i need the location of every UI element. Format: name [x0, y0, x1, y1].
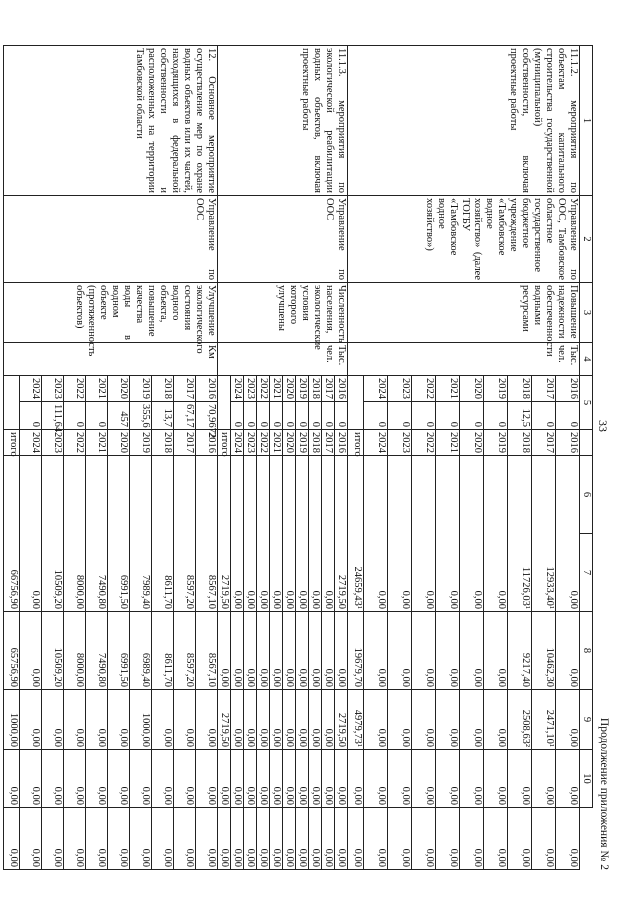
target-value-cell: 0 — [20, 402, 42, 430]
total-cell: 8000,00 — [64, 456, 86, 612]
source-8-cell: 0,00 — [412, 690, 436, 750]
col-header-3: 3 — [580, 283, 593, 343]
source-8-cell: 0,00 — [152, 690, 174, 750]
year-cell: 2019 — [296, 430, 309, 456]
target-value-cell: 12,5 — [508, 402, 532, 430]
measure-name-cell: 11.1.3. мероприятия по экологической реабилитации водных объектов, включая проектные работы — [218, 46, 348, 196]
column-numbers-row — [580, 46, 593, 870]
year-cell: 2024 — [20, 376, 42, 402]
source-9-cell: 0,00 — [296, 750, 309, 808]
source-8-cell: 1000,00 — [4, 690, 20, 750]
year-cell: 2022 — [257, 430, 270, 456]
source-10-cell: 0,00 — [436, 808, 460, 870]
year-cell: 2022 — [64, 430, 86, 456]
target-value-cell: 0 — [484, 402, 508, 430]
unit-cell: Тыс. чел. — [348, 343, 580, 376]
executor-cell: Управление по ООС, Тамбовское областное государственное бюджетное учреждение «Тамбовское водное хозяйство» (далее ТОГБУ «Тамбовское водное хозяйство») — [348, 196, 580, 283]
source-10-cell: 0,00 — [364, 808, 388, 870]
source-10-cell: 0,00 — [108, 808, 130, 870]
source-8-cell: 0,00 — [388, 690, 412, 750]
source-8-cell: 0,00 — [86, 690, 108, 750]
source-10-cell: 0,00 — [20, 808, 42, 870]
source-8-cell: 4979,73¹ — [348, 690, 364, 750]
source-8-cell: 1000,00 — [130, 690, 152, 750]
source-10-cell: 0,00 — [218, 808, 231, 870]
year-cell: 2020 — [460, 376, 484, 402]
table-row — [335, 46, 348, 870]
year-cell: 2021 — [86, 430, 108, 456]
source-8-cell: 0,00 — [436, 690, 460, 750]
source-10-cell: 0,00 — [322, 808, 335, 870]
year-cell: 2018 — [152, 430, 174, 456]
total-cell: 10509,20 — [42, 456, 64, 612]
year-cell: 2018 — [508, 376, 532, 402]
total-cell: 8597,20 — [174, 456, 196, 612]
target-value-cell: 0 — [257, 402, 270, 430]
source-10-cell: 0,00 — [508, 808, 532, 870]
source-7-cell: 0,00 — [436, 612, 460, 690]
source-10-cell: 0,00 — [296, 808, 309, 870]
source-7-cell: 8597,20 — [174, 612, 196, 690]
year-cell: 2024 — [231, 430, 244, 456]
target-value-cell: 67,17 — [174, 402, 196, 430]
indicator-cell: Повышение надежности обеспеченности водными ресурсами — [348, 283, 580, 343]
executor-cell: Управление по ООС — [218, 196, 348, 283]
total-cell: 12933,40¹ — [532, 456, 556, 612]
year-cell: 2024 — [364, 376, 388, 402]
source-10-cell: 0,00 — [86, 808, 108, 870]
year-cell: 2018 — [309, 430, 322, 456]
total-cell: 0,00 — [460, 456, 484, 612]
source-10-cell: 0,00 — [412, 808, 436, 870]
target-value-cell: 70,9672 — [196, 402, 218, 430]
source-10-cell: 0,00 — [174, 808, 196, 870]
total-cell: 0,00 — [484, 456, 508, 612]
target-value-cell: 0 — [283, 402, 296, 430]
source-7-cell: 7490,80 — [86, 612, 108, 690]
year-cell: 2024 — [20, 430, 42, 456]
total-cell: 0,00 — [556, 456, 580, 612]
source-7-cell: 65756,90 — [4, 612, 20, 690]
source-9-cell: 0,00 — [231, 750, 244, 808]
source-9-cell: 0,00 — [556, 750, 580, 808]
source-9-cell: 0,00 — [174, 750, 196, 808]
table-body — [4, 46, 580, 870]
source-7-cell: 0,00 — [218, 612, 231, 690]
source-10-cell: 0,00 — [231, 808, 244, 870]
year-cell: 2022 — [412, 430, 436, 456]
source-9-cell: 0,00 — [42, 750, 64, 808]
target-value-cell: 0 — [436, 402, 460, 430]
total-cell: 0,00 — [296, 456, 309, 612]
col-header-blank — [580, 430, 593, 456]
target-value-cell: 0 — [296, 402, 309, 430]
target-value-cell: 0 — [556, 402, 580, 430]
col-header-7: 7 — [580, 534, 593, 612]
source-9-cell: 0,00 — [152, 750, 174, 808]
source-7-cell: 8000,00 — [64, 612, 86, 690]
year-cell: 2021 — [270, 376, 283, 402]
source-9-cell: 0,00 — [335, 750, 348, 808]
total-cell: 0,00 — [231, 456, 244, 612]
year-cell: 2020 — [108, 376, 130, 402]
year-cell: 2016 — [196, 376, 218, 402]
year-cell: 2017 — [532, 376, 556, 402]
year-cell: 2023 — [42, 376, 64, 402]
source-7-cell: 0,00 — [244, 612, 257, 690]
year-cell: 2023 — [388, 430, 412, 456]
col-header-5: 5 — [580, 376, 593, 430]
source-9-cell: 0,00 — [218, 750, 231, 808]
target-value-cell: 0 — [322, 402, 335, 430]
source-8-cell: 0,00 — [231, 690, 244, 750]
continuation-note: Продолжение приложения № 2 — [598, 717, 610, 870]
source-7-cell: 0,00 — [412, 612, 436, 690]
target-value-cell: 0 — [335, 402, 348, 430]
source-8-cell: 0,00 — [296, 690, 309, 750]
total-cell: 0,00 — [270, 456, 283, 612]
executor-cell: Управление по ООС — [4, 196, 218, 283]
source-10-cell: 0,00 — [348, 808, 364, 870]
source-7-cell: 6989,40 — [130, 612, 152, 690]
source-7-cell: 0,00 — [270, 612, 283, 690]
source-9-cell: 0,00 — [436, 750, 460, 808]
source-10-cell: 0,00 — [42, 808, 64, 870]
target-value-cell: 457 — [108, 402, 130, 430]
year-cell: 2016 — [196, 430, 218, 456]
target-value-cell: 0 — [244, 402, 257, 430]
total-cell: 11726,03¹ — [508, 456, 532, 612]
source-7-cell: 0,00 — [296, 612, 309, 690]
year-cell: 2016 — [335, 430, 348, 456]
year-cell: 2016 — [556, 430, 580, 456]
year-cell: 2019 — [130, 376, 152, 402]
year-cell: 2017 — [322, 376, 335, 402]
target-value-cell: 0 — [270, 402, 283, 430]
source-10-cell: 0,00 — [484, 808, 508, 870]
year-cell: 2023 — [388, 376, 412, 402]
source-7-cell: 0,00 — [322, 612, 335, 690]
source-7-cell: 0,00 — [309, 612, 322, 690]
source-10-cell: 0,00 — [335, 808, 348, 870]
total-cell: 0,00 — [436, 456, 460, 612]
total-cell: 8611,70 — [152, 456, 174, 612]
target-value-cell: 0 — [86, 402, 108, 430]
source-9-cell: 0,00 — [532, 750, 556, 808]
year-cell: 2020 — [108, 430, 130, 456]
source-9-cell: 0,00 — [130, 750, 152, 808]
total-label: итого — [218, 430, 231, 456]
source-7-cell: 0,00 — [283, 612, 296, 690]
source-8-cell: 0,00 — [322, 690, 335, 750]
year-cell: 2023 — [244, 430, 257, 456]
measure-name-cell: 11.1.2. мероприятия по объектам капитального строительства государственной (муниципальной) собственности, включая проектные работы — [348, 46, 580, 196]
source-7-cell: 8567,10 — [196, 612, 218, 690]
year-cell: 2024 — [364, 430, 388, 456]
total-cell: 0,00 — [309, 456, 322, 612]
source-10-cell: 0,00 — [244, 808, 257, 870]
source-9-cell: 0,00 — [270, 750, 283, 808]
target-value-cell: 0 — [64, 402, 86, 430]
total-cell: 2719,50 — [335, 456, 348, 612]
year-cell: 2017 — [532, 430, 556, 456]
source-7-cell: 0,00 — [556, 612, 580, 690]
source-8-cell: 0,00 — [196, 690, 218, 750]
col-header-10: 10 — [580, 750, 593, 808]
source-9-cell: 0,00 — [484, 750, 508, 808]
source-9-cell: 0,00 — [108, 750, 130, 808]
source-9-cell: 0,00 — [86, 750, 108, 808]
total-cell: 0,00 — [257, 456, 270, 612]
page-number: 33 — [596, 420, 610, 432]
source-10-cell: 0,00 — [196, 808, 218, 870]
year-cell: 2016 — [335, 376, 348, 402]
year-cell: 2019 — [484, 376, 508, 402]
year-cell: 2023 — [244, 376, 257, 402]
source-9-cell: 0,00 — [196, 750, 218, 808]
target-value-cell: 13,7 — [152, 402, 174, 430]
total-cell: 7989,40 — [130, 456, 152, 612]
year-cell: 2022 — [412, 376, 436, 402]
source-9-cell: 0,00 — [348, 750, 364, 808]
year-cell: 2017 — [322, 430, 335, 456]
total-label: итого — [348, 430, 364, 456]
source-7-cell: 0,00 — [231, 612, 244, 690]
source-10-cell: 0,00 — [152, 808, 174, 870]
source-9-cell: 0,00 — [283, 750, 296, 808]
total-cell: 0,00 — [412, 456, 436, 612]
year-cell: 2018 — [508, 430, 532, 456]
target-value-cell: 0 — [460, 402, 484, 430]
source-8-cell: 0,00 — [270, 690, 283, 750]
source-9-cell: 0,00 — [20, 750, 42, 808]
year-cell: 2018 — [309, 376, 322, 402]
year-cell: 2016 — [556, 376, 580, 402]
measure-name-cell: 12. Основное мероприятие осуществление мер по охране водных объектов или их частей, находящихся в федеральной собственности и расположенных на территории Тамбовской области — [4, 46, 218, 196]
total-cell: 0,00 — [20, 456, 42, 612]
year-cell: 2022 — [64, 376, 86, 402]
source-7-cell: 0,00 — [257, 612, 270, 690]
total-cell: 24659,43¹ — [348, 456, 364, 612]
table-row — [196, 46, 218, 870]
total-label: итого — [4, 430, 20, 456]
source-10-cell: 0,00 — [556, 808, 580, 870]
year-cell: 2017 — [174, 376, 196, 402]
target-value-cell: 0 — [532, 402, 556, 430]
source-9-cell: 0,00 — [388, 750, 412, 808]
year-cell: 2021 — [436, 376, 460, 402]
source-8-cell: 0,00 — [484, 690, 508, 750]
year-cell: 2021 — [270, 430, 283, 456]
col-header-8: 8 — [580, 612, 593, 690]
source-7-cell: 10509,20 — [42, 612, 64, 690]
source-10-cell: 0,00 — [257, 808, 270, 870]
col-header-6: 6 — [580, 456, 593, 534]
source-7-cell: 8611,70 — [152, 612, 174, 690]
table-row — [556, 46, 580, 870]
source-8-cell: 0,00 — [309, 690, 322, 750]
source-8-cell: 0,00 — [108, 690, 130, 750]
source-10-cell: 0,00 — [4, 808, 20, 870]
source-9-cell: 0,00 — [244, 750, 257, 808]
source-7-cell: 19679,70 — [348, 612, 364, 690]
source-8-cell: 0,00 — [556, 690, 580, 750]
target-value-cell: 0 — [309, 402, 322, 430]
source-8-cell: 0,00 — [42, 690, 64, 750]
source-9-cell: 0,00 — [257, 750, 270, 808]
total-cell: 0,00 — [364, 456, 388, 612]
source-8-cell: 0,00 — [244, 690, 257, 750]
source-8-cell: 0,00 — [364, 690, 388, 750]
year-cell: 2019 — [296, 376, 309, 402]
source-9-cell: 0,00 — [309, 750, 322, 808]
total-cell: 7490,80 — [86, 456, 108, 612]
target-value-cell: 355,6 — [130, 402, 152, 430]
year-cell: 2021 — [86, 376, 108, 402]
total-cell: 0,00 — [388, 456, 412, 612]
indicator-cell: Улучшение экологического состояния водного объекта, повышение качества воды в водном объекте (протяженность объектов) — [4, 283, 218, 343]
empty-cell — [4, 376, 20, 430]
empty-cell — [348, 376, 364, 430]
source-7-cell: 10462,30 — [532, 612, 556, 690]
source-10-cell: 0,00 — [460, 808, 484, 870]
total-cell: 0,00 — [283, 456, 296, 612]
source-8-cell: 2719,50 — [335, 690, 348, 750]
source-9-cell: 0,00 — [4, 750, 20, 808]
source-10-cell: 0,00 — [388, 808, 412, 870]
source-8-cell: 0,00 — [20, 690, 42, 750]
year-cell: 2022 — [257, 376, 270, 402]
total-cell: 6991,50 — [108, 456, 130, 612]
total-cell: 66756,90 — [4, 456, 20, 612]
source-7-cell: 0,00 — [460, 612, 484, 690]
year-cell: 2023 — [42, 430, 64, 456]
year-cell: 2019 — [484, 430, 508, 456]
target-value-cell: 0 — [412, 402, 436, 430]
total-cell: 0,00 — [244, 456, 257, 612]
target-value-cell: 0 — [231, 402, 244, 430]
source-7-cell: 6991,50 — [108, 612, 130, 690]
target-value-cell: 0 — [388, 402, 412, 430]
source-9-cell: 0,00 — [322, 750, 335, 808]
source-10-cell: 0,00 — [270, 808, 283, 870]
source-10-cell: 0,00 — [309, 808, 322, 870]
source-8-cell: 0,00 — [64, 690, 86, 750]
source-10-cell: 0,00 — [283, 808, 296, 870]
source-9-cell: 0,00 — [508, 750, 532, 808]
source-7-cell: 0,00 — [335, 612, 348, 690]
year-cell: 2020 — [283, 376, 296, 402]
total-cell: 2719,50 — [218, 456, 231, 612]
unit-cell: Тыс. чел. — [218, 343, 348, 376]
source-7-cell: 0,00 — [388, 612, 412, 690]
total-cell: 0,00 — [322, 456, 335, 612]
source-8-cell: 2471,10¹ — [532, 690, 556, 750]
col-header-1: 1 — [580, 46, 593, 196]
source-7-cell: 9217,40 — [508, 612, 532, 690]
col-header-9: 9 — [580, 690, 593, 750]
source-9-cell: 0,00 — [64, 750, 86, 808]
year-cell: 2020 — [283, 430, 296, 456]
year-cell: 2017 — [174, 430, 196, 456]
source-8-cell: 0,00 — [283, 690, 296, 750]
source-9-cell: 0,00 — [412, 750, 436, 808]
source-8-cell: 2508,63² — [508, 690, 532, 750]
unit-cell: Км — [4, 343, 218, 376]
source-9-cell: 0,00 — [364, 750, 388, 808]
source-7-cell: 0,00 — [484, 612, 508, 690]
year-cell: 2019 — [130, 430, 152, 456]
document-page — [10, 10, 610, 880]
program-table — [3, 45, 593, 870]
source-10-cell: 0,00 — [532, 808, 556, 870]
year-cell: 2024 — [231, 376, 244, 402]
source-10-cell: 0,00 — [130, 808, 152, 870]
total-cell: 8567,10 — [196, 456, 218, 612]
source-8-cell: 0,00 — [174, 690, 196, 750]
source-9-cell: 0,00 — [460, 750, 484, 808]
target-value-cell: 111,64 — [42, 402, 64, 430]
indicator-cell: Численность населения, экологические условия которого улучшены — [218, 283, 348, 343]
col-header-2: 2 — [580, 196, 593, 283]
col-header-4: 4 — [580, 343, 593, 376]
empty-cell — [218, 376, 231, 430]
year-cell: 2020 — [460, 430, 484, 456]
target-value-cell: 0 — [364, 402, 388, 430]
source-10-cell: 0,00 — [64, 808, 86, 870]
source-8-cell: 0,00 — [257, 690, 270, 750]
source-7-cell: 0,00 — [20, 612, 42, 690]
year-cell: 2018 — [152, 376, 174, 402]
source-7-cell: 0,00 — [364, 612, 388, 690]
source-8-cell: 2719,50 — [218, 690, 231, 750]
year-cell: 2021 — [436, 430, 460, 456]
source-8-cell: 0,00 — [460, 690, 484, 750]
